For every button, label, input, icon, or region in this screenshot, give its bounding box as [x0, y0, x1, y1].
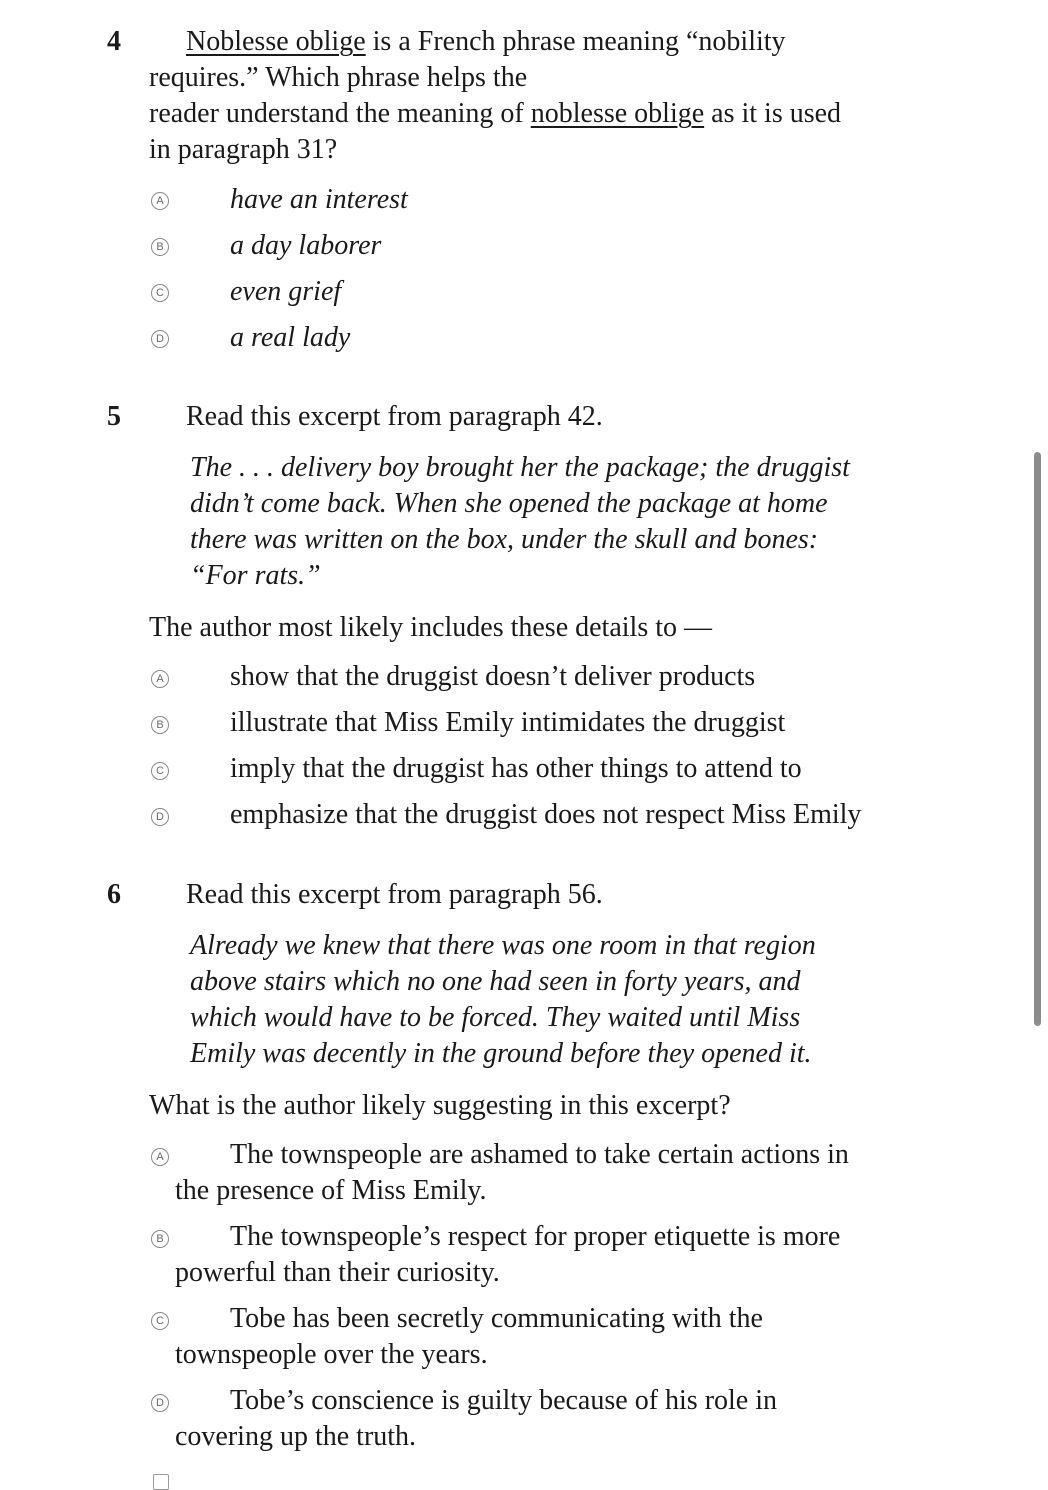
- question-6-number: 6: [107, 879, 121, 910]
- question-4-number: 4: [107, 26, 121, 57]
- choice-a-radio[interactable]: A: [151, 670, 169, 688]
- choice-a-text-line1[interactable]: The townspeople are ashamed to take certain actions in: [230, 1139, 849, 1170]
- stem-text: reader understand the meaning of: [149, 98, 531, 129]
- question-5-prompt: The author most likely includes these details to —: [149, 612, 712, 643]
- excerpt-line: “For rats.”: [190, 560, 321, 591]
- term-noblesse-oblige: Noblesse oblige: [186, 26, 366, 57]
- vertical-scrollbar[interactable]: [1034, 452, 1041, 1026]
- choice-c-radio[interactable]: C: [151, 1312, 169, 1330]
- question-5-number: 5: [107, 401, 121, 432]
- question-5-intro: Read this excerpt from paragraph 42.: [186, 401, 603, 432]
- choice-d-text-line2[interactable]: covering up the truth.: [175, 1421, 417, 1452]
- question-4-stem-line2: requires.” Which phrase helps the: [149, 62, 528, 93]
- choice-c-radio[interactable]: C: [151, 762, 169, 780]
- choice-b-radio[interactable]: B: [151, 716, 169, 734]
- question-6-prompt: What is the author likely suggesting in this excerpt?: [149, 1090, 731, 1121]
- question-4-stem-line3: [149, 96, 841, 132]
- excerpt-line: The . . . delivery boy brought her the package; the druggist: [190, 452, 850, 483]
- choice-a-text[interactable]: have an interest: [230, 184, 408, 215]
- choice-b-text[interactable]: a day laborer: [230, 230, 382, 261]
- choice-b-text-line2[interactable]: powerful than their curiosity.: [175, 1257, 500, 1288]
- choice-d-radio[interactable]: D: [151, 330, 169, 348]
- choice-c-text[interactable]: imply that the druggist has other things to attend to: [230, 753, 802, 784]
- choice-c-radio[interactable]: C: [151, 284, 169, 302]
- choice-a-text-line2[interactable]: the presence of Miss Emily.: [175, 1175, 487, 1206]
- choice-c-text-line1[interactable]: Tobe has been secretly communicating with the: [230, 1303, 763, 1334]
- choice-b-text[interactable]: illustrate that Miss Emily intimidates the druggist: [230, 707, 786, 738]
- choice-b-radio[interactable]: B: [151, 1230, 169, 1248]
- excerpt-line: above stairs which no one had seen in forty years, and: [190, 966, 801, 997]
- choice-d-text[interactable]: emphasize that the druggist does not respect Miss Emily: [230, 799, 862, 830]
- choice-d-text-line1[interactable]: Tobe’s conscience is guilty because of his role in: [230, 1385, 777, 1416]
- excerpt-line: Emily was decently in the ground before they opened it.: [190, 1038, 812, 1069]
- choice-a-radio[interactable]: A: [151, 192, 169, 210]
- term-noblesse-oblige: noblesse oblige: [530, 98, 705, 129]
- choice-a-text[interactable]: show that the druggist doesn’t deliver products: [230, 661, 756, 692]
- question-4-stem-line4: in paragraph 31?: [149, 134, 338, 165]
- choice-c-text-line2[interactable]: townspeople over the years.: [175, 1339, 488, 1370]
- choice-b-radio[interactable]: B: [151, 238, 169, 256]
- excerpt-line: which would have to be forced. They waited until Miss: [190, 1002, 801, 1033]
- excerpt-line: didn’t come back. When she opened the package at home: [190, 488, 828, 519]
- question-4-stem-line1: [186, 24, 786, 60]
- next-item-checkbox[interactable]: [153, 1474, 169, 1490]
- excerpt-line: there was written on the box, under the skull and bones:: [190, 524, 819, 555]
- choice-b-text-line1[interactable]: The townspeople’s respect for proper etiquette is more: [230, 1221, 841, 1252]
- question-6-intro: Read this excerpt from paragraph 56.: [186, 879, 603, 910]
- stem-text: is a French phrase meaning “nobility: [365, 26, 786, 57]
- choice-d-radio[interactable]: D: [151, 1394, 169, 1412]
- stem-text: as it is used: [704, 98, 842, 129]
- choice-d-radio[interactable]: D: [151, 808, 169, 826]
- choice-c-text[interactable]: even grief: [230, 276, 342, 307]
- choice-d-text[interactable]: a real lady: [230, 322, 351, 353]
- choice-a-radio[interactable]: A: [151, 1148, 169, 1166]
- excerpt-line: Already we knew that there was one room in that region: [190, 930, 816, 961]
